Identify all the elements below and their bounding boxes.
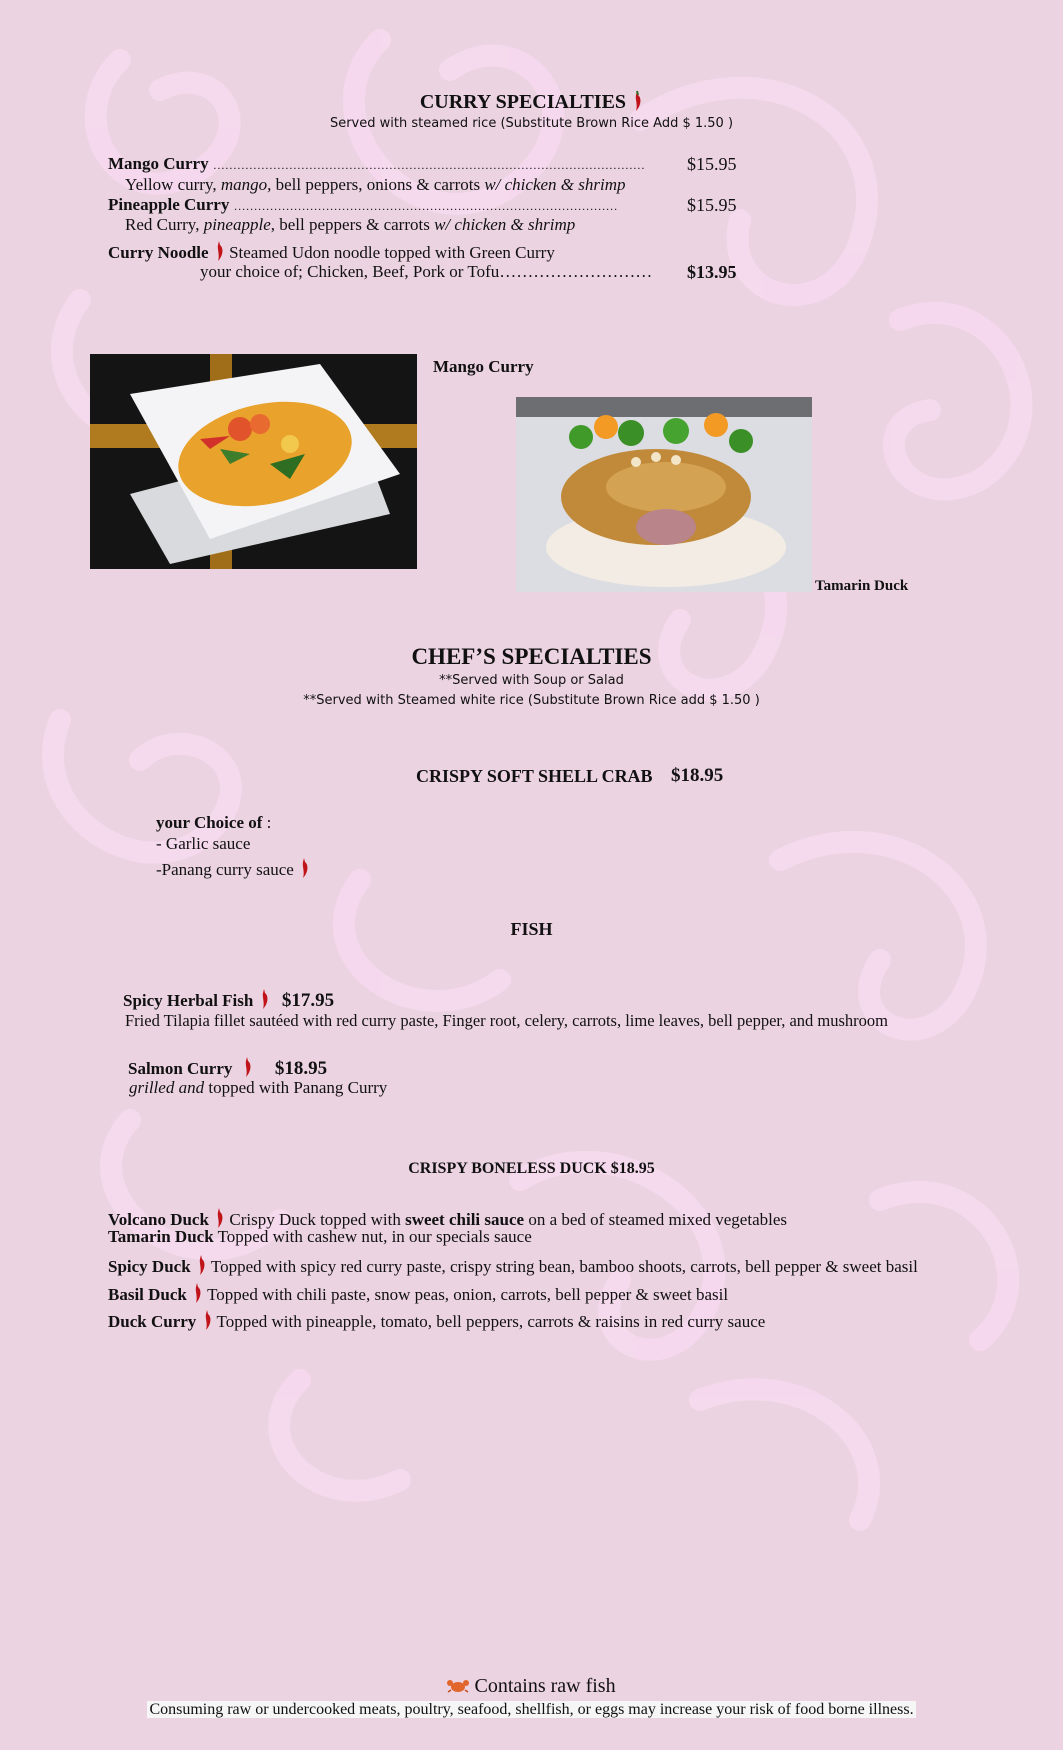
chili-pepper-icon (191, 1282, 203, 1304)
dot-leader: …………………………………………………………………………………… (233, 199, 618, 213)
pineapple-curry-description: Red Curry, pineapple, bell peppers & carrots w/ chicken & shrimp (125, 215, 576, 234)
crab-price: $18.95 (671, 765, 724, 786)
chef-note-rice: **Served with Steamed white rice (Substitute Brown Rice add $ 1.50 ) (303, 693, 760, 708)
salmon-curry-price: $18.95 (274, 1058, 328, 1079)
chili-pepper-icon (631, 90, 643, 112)
dot-leader: ……………………………………………………………………………………………… (212, 158, 645, 172)
food-safety-warning: Consuming raw or undercooked meats, poultry, seafood, shellfish, or eggs may increase your risk of food borne illness. (149, 1701, 914, 1718)
chili-pepper-icon (201, 1309, 213, 1331)
curry-title: CURRY SPECIALTIES (419, 91, 627, 113)
menu-item-basil-duck: Basil Duck Topped with chili paste, snow peas, onion, carrots, bell pepper & sweet basil (108, 1282, 728, 1305)
tamarin-duck-photo (516, 397, 812, 592)
chili-pepper-icon (195, 1254, 207, 1276)
menu-item-tamarin-duck: Tamarin Duck Topped with cashew nut, in our specials sauce (108, 1227, 532, 1246)
curry-noodle-price: $13.95 (687, 262, 737, 282)
salmon-curry-description: grilled and topped with Panang Curry (129, 1078, 388, 1097)
menu-item-salmon-curry: Salmon Curry $18.95 (128, 1058, 328, 1079)
mango-curry-photo (90, 354, 417, 569)
menu-item-spicy-herbal-fish: Spicy Herbal Fish $17.95 (123, 990, 335, 1011)
chili-pepper-icon (213, 240, 225, 262)
chili-pepper-icon (241, 1056, 253, 1078)
fish-title: FISH (510, 919, 553, 939)
crab-title: CRISPY SOFT SHELL CRAB (416, 766, 653, 786)
chili-pepper-icon (258, 988, 270, 1010)
menu-item-curry-noodle: Curry Noodle Steamed Udon noodle topped with Green Curry (108, 240, 555, 263)
crab-icon (447, 1679, 469, 1693)
spicy-herbal-fish-price: $17.95 (281, 990, 335, 1011)
choice-panang: -Panang curry sauce (156, 857, 310, 880)
curry-subtitle: Served with steamed rice (Substitute Brown Rice Add $ 1.50 ) (329, 116, 734, 131)
mango-curry-description: Yellow curry, mango, bell peppers, onions & carrots w/ chicken & shrimp (125, 175, 626, 194)
spicy-herbal-fish-description: Fried Tilapia fillet sautéed with red curry paste, Finger root, celery, carrots, lime leaves, bell pepper, and mushroom (125, 1011, 889, 1030)
tamarin-duck-caption: Tamarin Duck (815, 578, 909, 594)
menu-item-volcano-duck: Volcano Duck Crispy Duck topped with sweet chili sauce on a bed of steamed mixed vegetables (108, 1207, 787, 1230)
item-name: Mango Curry (108, 154, 209, 173)
chili-pepper-icon (213, 1207, 225, 1229)
curry-noodle-choice: your choice of; Chicken, Beef, Pork or Tofu……………………… (200, 262, 653, 281)
item-name: Pineapple Curry (108, 195, 230, 214)
mango-curry-caption: Mango Curry (433, 357, 534, 376)
raw-fish-notice: Contains raw fish (0, 1675, 1063, 1698)
menu-item-spicy-duck: Spicy Duck Topped with spicy red curry paste, crispy string bean, bamboo shoots, carrots, bell pepper & sweet basil (108, 1254, 918, 1277)
choice-garlic: - Garlic sauce (156, 834, 251, 853)
duck-title: CRISPY BONELESS DUCK $18.95 (408, 1160, 655, 1177)
mango-curry-price: $15.95 (687, 154, 737, 174)
chili-pepper-icon (298, 857, 310, 879)
chef-note-soup: **Served with Soup or Salad (439, 673, 624, 688)
menu-item-duck-curry: Duck Curry Topped with pineapple, tomato, bell peppers, carrots & raisins in red curry sauce (108, 1309, 765, 1332)
choice-heading: your Choice of : (156, 813, 272, 832)
menu-item-pineapple-curry (108, 195, 618, 215)
menu-item-mango-curry (108, 154, 645, 174)
pineapple-curry-price: $15.95 (687, 195, 737, 215)
chef-title: CHEF’S SPECIALTIES (411, 644, 652, 669)
